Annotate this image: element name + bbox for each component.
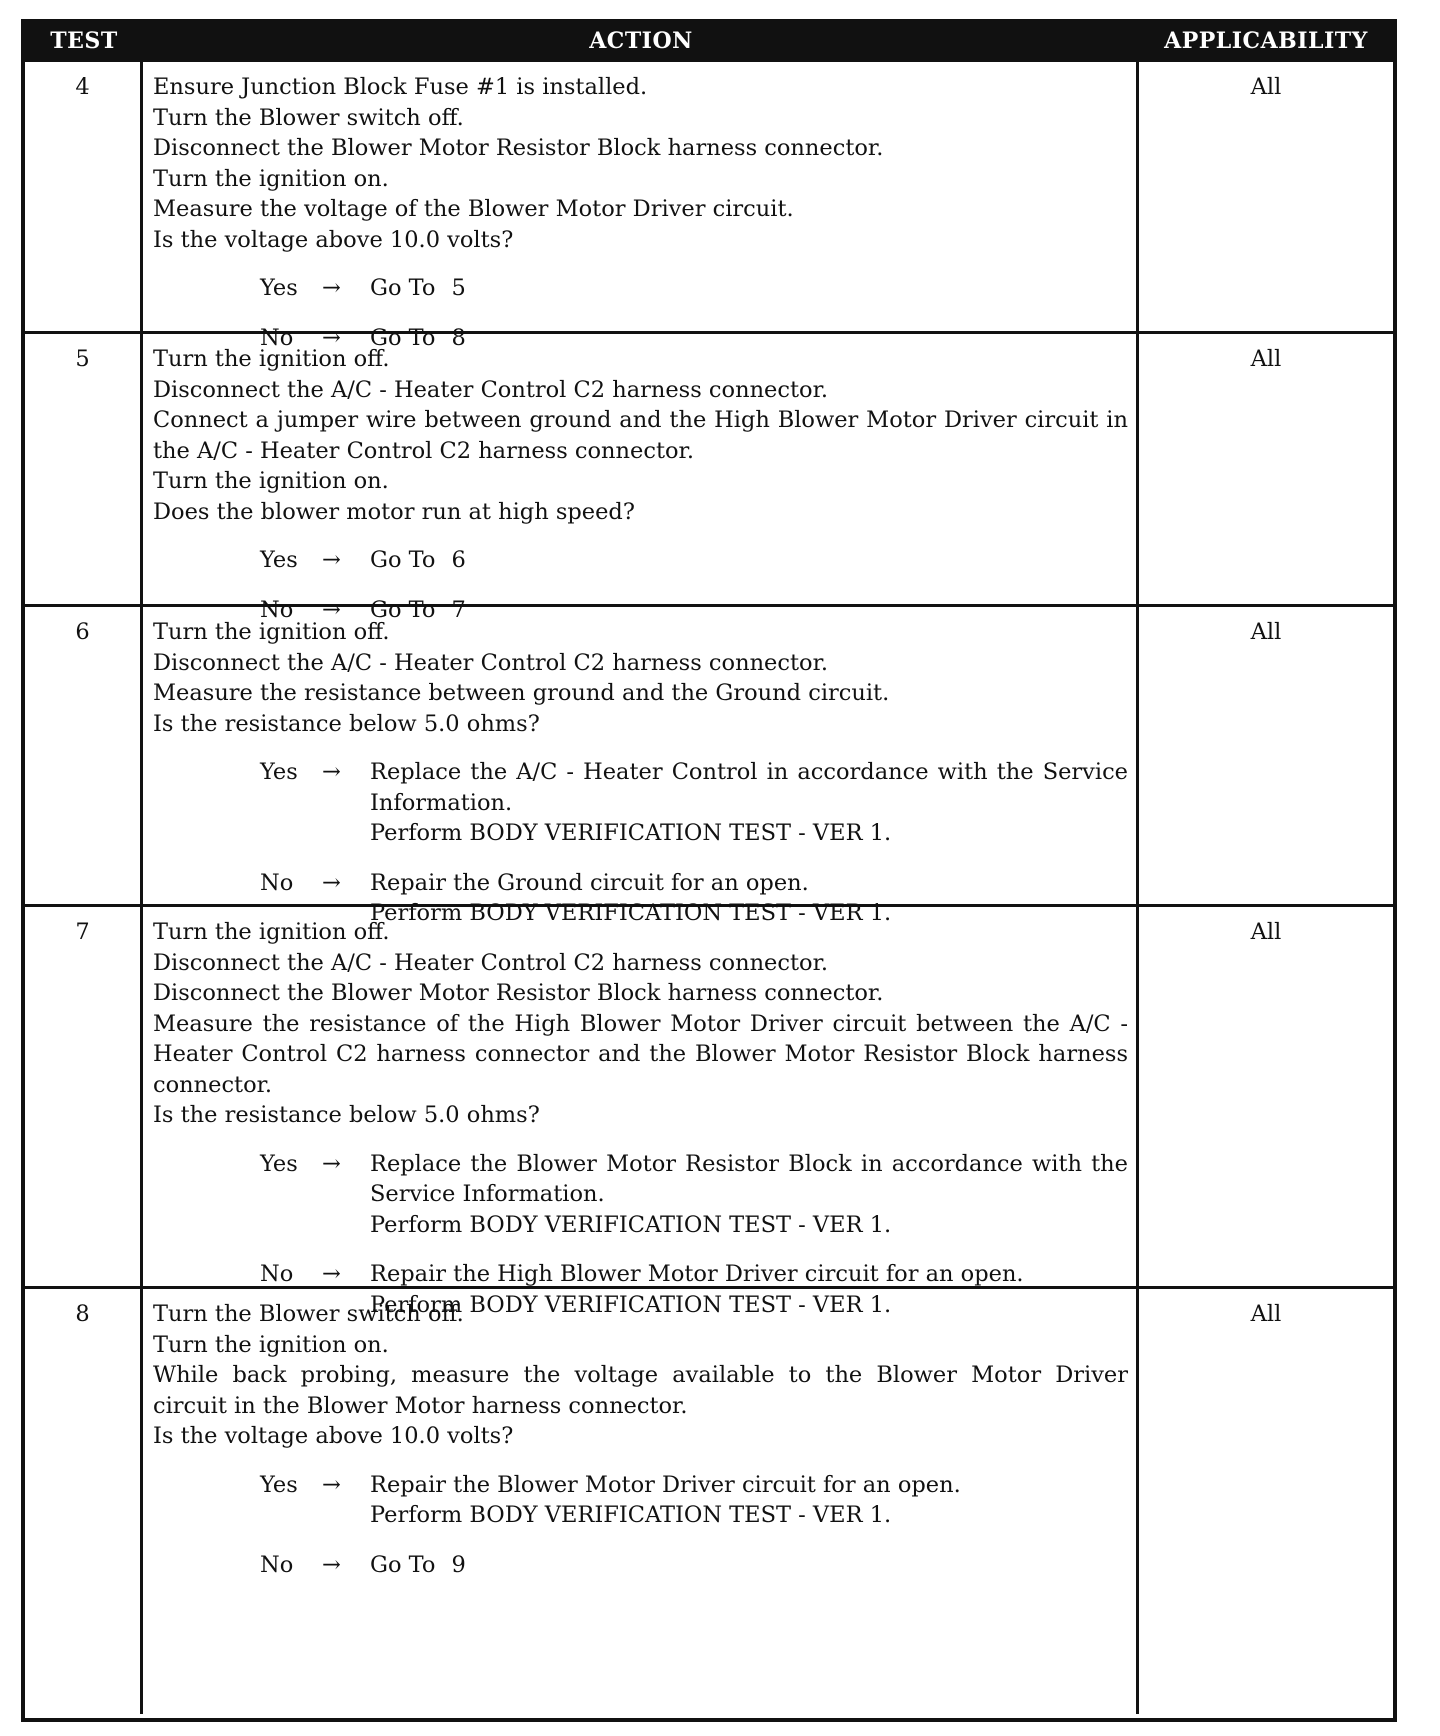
test-row [25, 59, 1393, 351]
goto-label: Go To [370, 275, 436, 301]
yes-answer [153, 545, 1128, 576]
step-text: Measure the voltage of the Blower Motor Driver circuit. [153, 196, 794, 222]
test-number: 8 [25, 1289, 143, 1714]
goto-label: Go To [370, 596, 436, 623]
step-text: Turn the ignition on. [153, 1331, 389, 1358]
no-label: No [260, 1261, 294, 1287]
answer-result [370, 1470, 1128, 1531]
yes-label: Yes [260, 275, 298, 301]
answer-result [370, 1149, 1128, 1241]
answer-result [370, 757, 1128, 849]
goto-link[interactable] [370, 545, 1128, 576]
step-text: Is the voltage above 10.0 volts? [153, 1423, 514, 1449]
goto-target: 9 [451, 1551, 466, 1578]
arrow-icon: → [322, 596, 341, 623]
arrow-icon: → [322, 1150, 341, 1177]
result-text: Repair the Blower Motor Driver circuit for an open. [370, 1471, 961, 1498]
step-text: Connect a jumper wire between ground and the High Blower Motor Driver circuit in the A/C - Heater Control C2 harness connector. [153, 407, 1128, 464]
result-text: Perform BODY VERIFICATION TEST - VER 1. [370, 1211, 892, 1238]
result-text: Perform BODY VERIFICATION TEST - VER 1. [370, 820, 892, 846]
yes-label: Yes [260, 1471, 298, 1498]
yes-answer [153, 757, 1128, 849]
table-header [25, 23, 1393, 59]
step-text: Turn the ignition on. [153, 468, 389, 494]
result-text: Perform BODY VERIFICATION TEST - VER 1. [370, 1291, 892, 1318]
step-text: Measure the resistance of the High Blower Motor Driver circuit between the A/C - Heater Control C2 harness connector and the Blower Motor Resistor Block harness connector. [153, 1010, 1128, 1098]
test-row [25, 1286, 1393, 1714]
arrow-icon: → [322, 1551, 341, 1578]
step-text: Turn the Blower switch off. [153, 1301, 464, 1327]
applicability-cell: All [1250, 619, 1282, 645]
no-label: No [260, 596, 294, 623]
goto-label: Go To [370, 547, 436, 573]
arrow-icon: → [322, 547, 341, 573]
result-text: Replace the Blower Motor Resistor Block in accordance with the Service Information. [370, 1150, 1128, 1207]
step-text: Turn the ignition off. [153, 346, 390, 372]
test-number: 6 [25, 607, 143, 904]
goto-link[interactable] [370, 273, 1128, 304]
yes-answer [153, 273, 1128, 304]
step-text: Turn the Blower switch off. [153, 104, 464, 131]
header-test: TEST [50, 28, 118, 54]
step-text: While back probing, measure the voltage available to the Blower Motor Driver circuit in the Blower Motor harness connector. [153, 1362, 1128, 1419]
test-number: 4 [25, 62, 143, 331]
step-text: Disconnect the A/C - Heater Control C2 harness connector. [153, 949, 828, 976]
step-text: Turn the ignition off. [153, 619, 390, 645]
no-label: No [260, 869, 294, 896]
result-text: Repair the Ground circuit for an open. [370, 869, 809, 896]
arrow-icon: → [322, 275, 341, 301]
yes-label: Yes [260, 759, 298, 785]
goto-label: Go To [370, 1551, 436, 1578]
yes-answer [153, 1149, 1128, 1241]
action-cell [143, 62, 1139, 351]
header-action: ACTION [589, 28, 693, 54]
goto-target: 6 [451, 547, 466, 573]
step-text: Measure the resistance between ground and the Ground circuit. [153, 680, 890, 706]
action-cell [143, 1289, 1139, 1714]
result-text: Replace the A/C - Heater Control in accordance with the Service Information. [370, 759, 1128, 816]
arrow-icon: → [322, 1471, 341, 1498]
test-number: 5 [25, 334, 143, 604]
answer-block [153, 1470, 1128, 1581]
yes-label: Yes [260, 547, 298, 573]
applicability-cell: All [1250, 1301, 1282, 1327]
step-text: Ensure Junction Block Fuse #1 is installed. [153, 74, 648, 100]
step-text: Disconnect the Blower Motor Resistor Block harness connector. [153, 980, 884, 1006]
goto-target: 7 [451, 596, 466, 623]
header-applicability: APPLICABILITY [1164, 28, 1368, 54]
diagnostic-table [21, 19, 1397, 1722]
goto-link[interactable] [370, 1550, 1128, 1581]
action-cell [143, 334, 1139, 623]
arrow-icon: → [322, 869, 341, 896]
no-label: No [260, 324, 294, 351]
arrow-icon: → [322, 759, 341, 785]
arrow-icon: → [322, 1261, 341, 1287]
step-text: Disconnect the A/C - Heater Control C2 harness connector. [153, 376, 828, 403]
step-text: Is the resistance below 5.0 ohms? [153, 1102, 540, 1128]
no-label: No [260, 1551, 294, 1578]
step-text: Disconnect the A/C - Heater Control C2 harness connector. [153, 649, 828, 676]
result-text: Perform BODY VERIFICATION TEST - VER 1. [370, 900, 892, 926]
test-row [25, 331, 1393, 623]
arrow-icon: → [322, 324, 341, 351]
applicability-cell: All [1250, 919, 1282, 945]
test-row [25, 604, 1393, 926]
test-number: 7 [25, 907, 143, 1286]
goto-target: 8 [451, 324, 466, 351]
result-text: Repair the High Blower Motor Driver circuit for an open. [370, 1261, 1024, 1287]
step-text: Does the blower motor run at high speed? [153, 498, 635, 525]
goto-target: 5 [451, 275, 466, 301]
yes-label: Yes [260, 1150, 298, 1177]
applicability-cell: All [1250, 74, 1282, 100]
applicability-cell: All [1250, 346, 1282, 372]
step-text: Is the resistance below 5.0 ohms? [153, 710, 540, 737]
step-text: Disconnect the Blower Motor Resistor Block harness connector. [153, 135, 884, 161]
step-text: Turn the ignition off. [153, 919, 390, 945]
no-answer [153, 1550, 1128, 1581]
goto-label: Go To [370, 324, 436, 351]
result-text: Perform BODY VERIFICATION TEST - VER 1. [370, 1502, 892, 1528]
answer-block [153, 757, 1128, 929]
yes-answer [153, 1470, 1128, 1531]
step-text: Turn the ignition on. [153, 165, 389, 192]
action-cell [143, 607, 1139, 926]
step-text: Is the voltage above 10.0 volts? [153, 226, 514, 253]
